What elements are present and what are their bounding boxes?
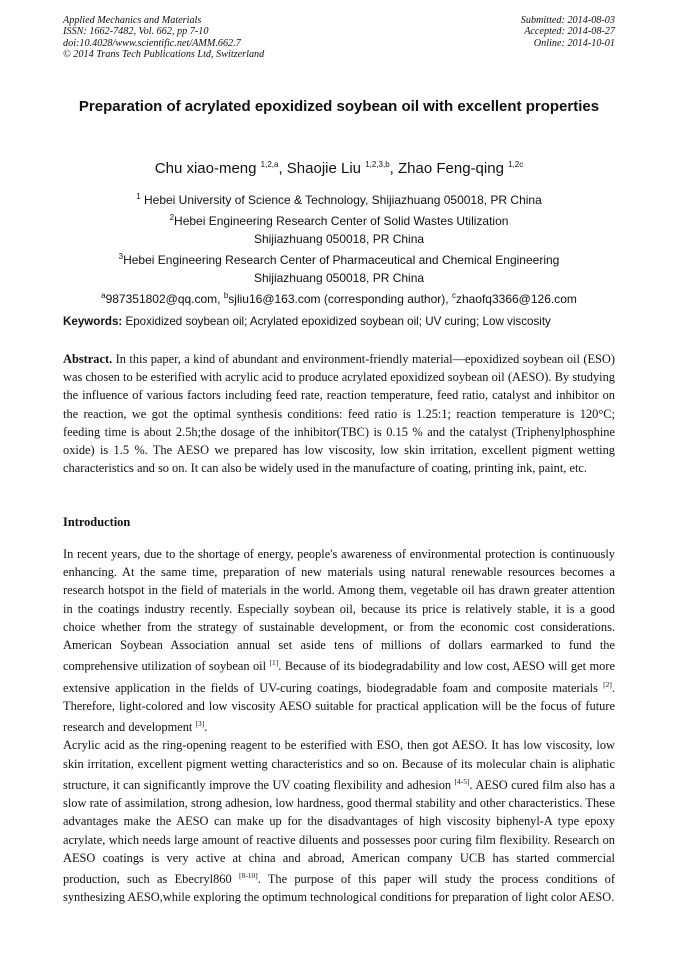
journal-info (63, 15, 264, 61)
email-link[interactable]: sjliu16@163.com (corresponding author), (228, 292, 452, 306)
journal-issn: ISSN: 1662-7482, Vol. 662, pp 7-10 (63, 26, 209, 38)
keywords-text: Epoxidized soybean oil; Acrylated epoxidized soybean oil; UV curing; Low viscosity (122, 315, 551, 328)
publication-dates (521, 15, 615, 49)
date-submitted: Submitted: 2014-08-03 (520, 15, 615, 26)
journal-doi: doi:10.4028/www.scientific.net/AMM.662.7 (63, 37, 241, 49)
email-link[interactable]: 987351802@qq.com, (105, 292, 224, 306)
citation: [2] (603, 679, 612, 689)
section-heading-introduction: Introduction (63, 515, 131, 529)
author-emails: $^a$987351802@qq.com, $^b$sjliu16@163.com (corresponding author), $^c$zhaofq3366@126.com (101, 291, 577, 306)
journal-copyright: © 2014 Trans Tech Publications Ltd, Switzerland (63, 49, 265, 61)
keywords-label: Keywords: (63, 315, 123, 328)
author-name: Chu xiao-meng (154, 160, 257, 177)
affiliation-2-city: Shijiazhuang 050018, PR China (253, 232, 425, 246)
author-affiliation-marker: 1,2,a (260, 160, 279, 169)
author-name: Shaojie Liu (286, 160, 362, 177)
email-link[interactable]: zhaofq3366@126.com (455, 292, 577, 306)
date-accepted: Accepted: 2014-08-27 (524, 26, 615, 38)
abstract-label: Abstract. (63, 352, 113, 366)
author-name: Zhao Feng-qing (398, 160, 504, 177)
paragraph: Acrylic acid as the ring-opening reagent to be esterified with ESO, then got AESO. It has low viscosity, low skin irritation, excellent pigment wetting characteristics and so on. Because of its molecular chain is aliphatic structure, it can significantly improve the UV coating flexibility and adhesion [4-5]. AESO cured film also has a slow rate of assimilation, strong adhesion, low hardness, good thermal stability and other characteristics. These advantages make the AESO can make up for the disadvantages of high viscosity biphenyl-A type epoxy acrylate, which needs large amount of reactive diluents and possesses poor curing film flexibility. Research on AESO coatings is very active at china and abroad, American company UCB has started commercial production, such as Ebecryl860 [8-10]. The purpose of this paper will study the process conditions of synthesizing AESO,while exploring the optimum technological conditions for preparation of light color AESO. (63, 738, 615, 905)
keywords (63, 314, 615, 330)
abstract-text: In this paper, a kind of abundant and environment-friendly material—epoxidized soybean oil (ESO) was chosen to be esterified with acrylic acid to produce acrylated epoxidized soybean oil (AESO). By studying the influence of various factors including feed rate, reaction temperature, feed ratio, catalyst and inhibitor on the reaction, we got the optimal synthesis conditions: feed ratio is 1.25:1; reaction temperature is 120°C; feeding time is about 2.5h;the dosage of the inhibitor(TBC) is 0.15 % and the catalyst (Triphenylphosphine oxide) is 1.5 %. The AESO we prepared has low viscosity, low skin irritation, excellent pigment wetting characteristics and so on. It can also be widely used in the manufacture of coating, printing ink, paint, etc. (63, 352, 615, 476)
affiliation-3-city: Shijiazhuang 050018, PR China (253, 271, 425, 285)
author-list: Chu xiao-meng $^{1,2,a}$, Shaojie Liu $^{1,2,3,b}$, Zhao Feng-qing $^{1,2c}$ (154, 160, 524, 177)
citation: [3] (195, 719, 205, 729)
affiliation-2: $^2$Hebei Engineering Research Center of Solid Wastes Utilization (169, 213, 509, 228)
paper-title: Preparation of acrylated epoxidized soybean oil with excellent properties (78, 98, 600, 115)
paragraph: In recent years, due to the shortage of energy, people's awareness of environmental protection is continuously enhancing. At the same time, preparation of new materials using natural renewable resources becomes a research hotspot in the field of materials in the world. Among them, vegetable oil has drawn greater attention in the coatings industry recently. Especially soybean oil, because its price is relatively stable, it is a good choice whether from the strategy of sustainable development, or from the economic cost considerations. American Soybean Association annual set aside tens of millions of dollars earmarked to fund the comprehensive utilization of soybean oil [1]. Because of its biodegradability and low cost, AESO will get more extensive application in the fields of UV-curing coatings, biodegradable foam and composite materials [2]. Therefore, light-colored and low viscosity AESO suitable for practical application will be the focus of future research and development [3]. (63, 547, 615, 735)
affiliation-3: $^3$Hebei Engineering Research Center of Pharmaceutical and Chemical Engineering (118, 252, 560, 267)
affiliations (63, 188, 615, 308)
introduction-body (63, 545, 615, 906)
citation: [4-5] (454, 776, 470, 786)
citation: [8-10] (238, 870, 258, 880)
author-affiliation-marker: 1,2c (508, 160, 524, 169)
date-online: Online: 2014-10-01 (533, 37, 615, 49)
abstract (63, 350, 615, 477)
affiliation-1: $^1$ Hebei University of Science & Technology, Shijiazhuang 050018, PR China (136, 192, 542, 207)
author-affiliation-marker: 1,2,3,b (365, 160, 390, 169)
citation: [1] (269, 658, 279, 668)
journal-name: Applied Mechanics and Materials (63, 15, 202, 26)
